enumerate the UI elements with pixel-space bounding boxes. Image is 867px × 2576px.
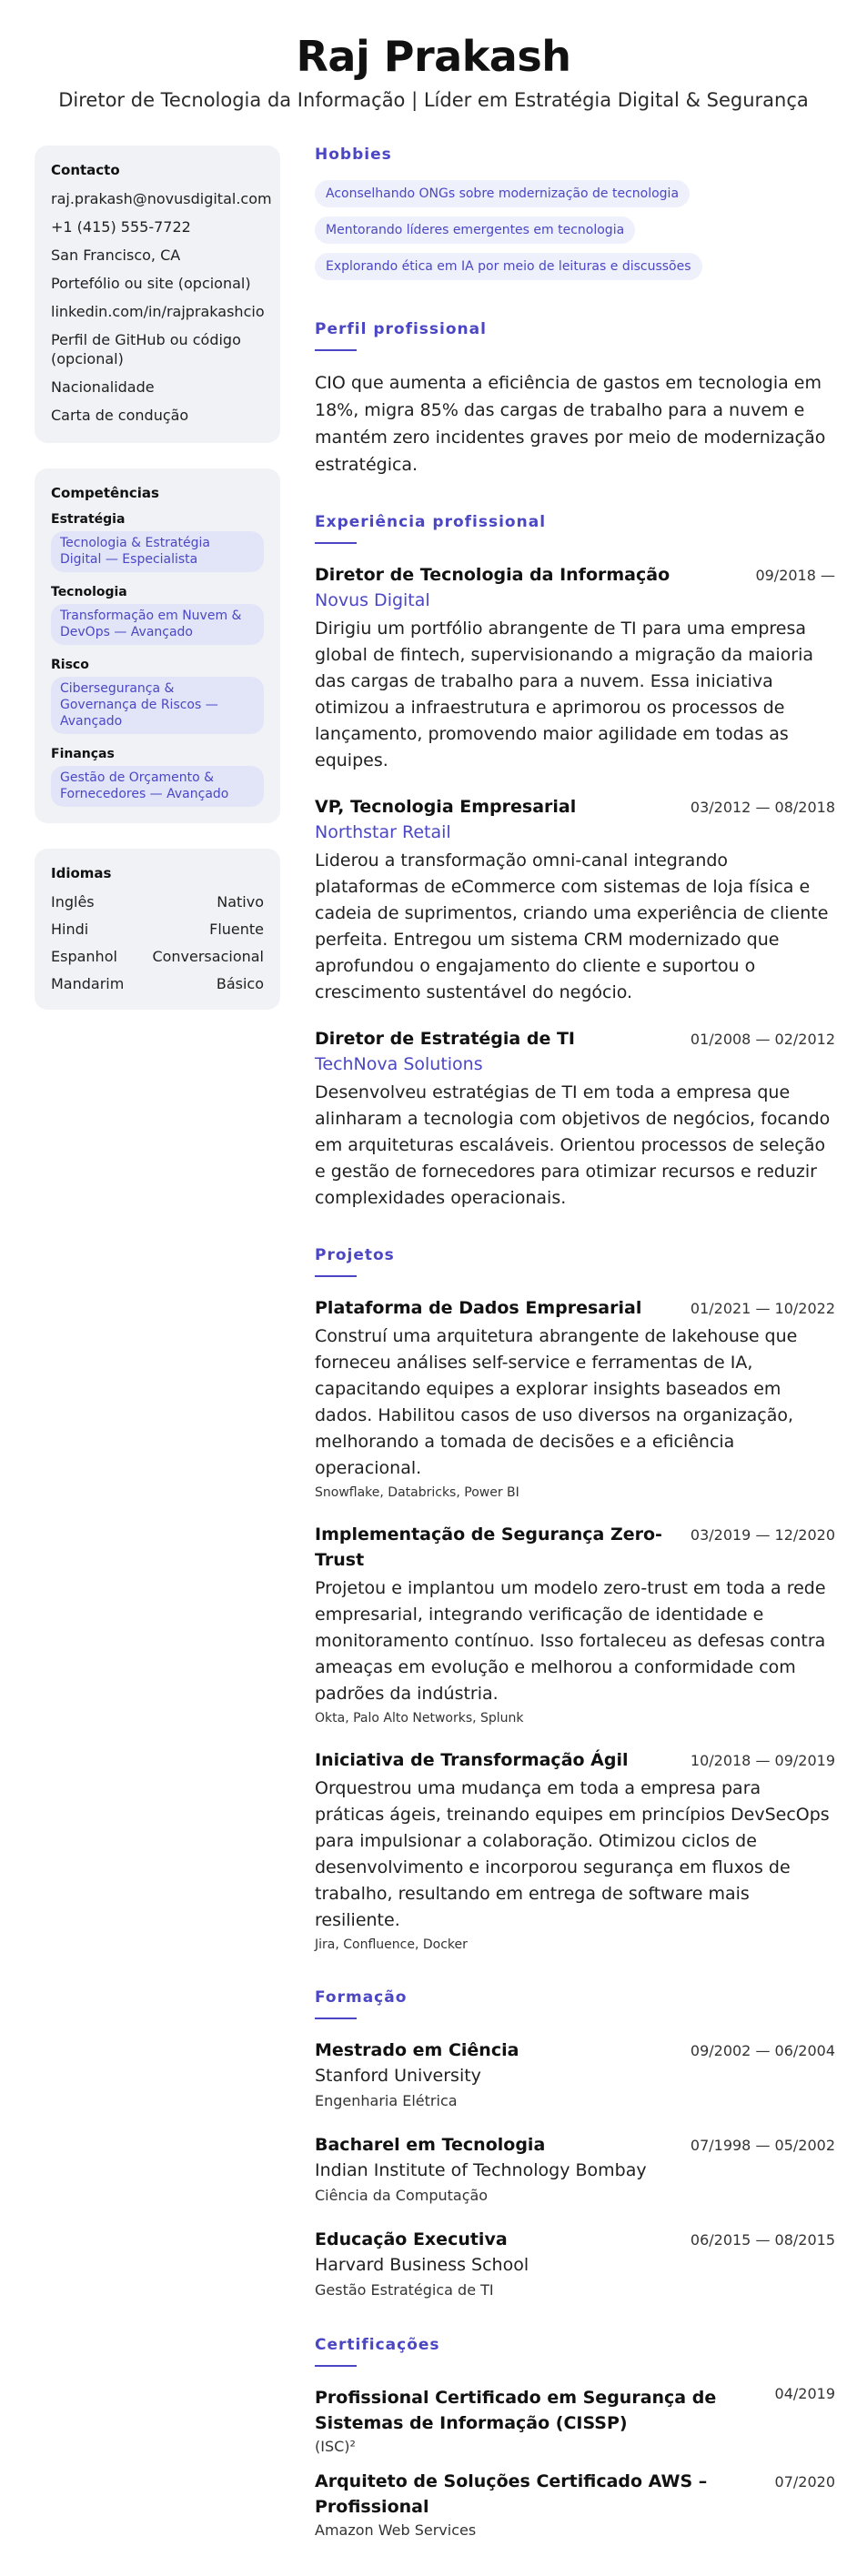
project-dates: 10/2018 — 09/2019 [690,1752,835,1769]
education-dates: 09/2002 — 06/2004 [690,2042,835,2059]
job-dates: 03/2012 — 08/2018 [690,799,835,816]
project-entry [315,1522,835,1727]
project-description: Construí uma arquitetura abrangente de lakehouse que forneceu análises self-service e ferramentas de IA, capacitando equipes a explorar insights baseados em dados. Habilitou casos de uso diversos na organização, melhorando a tomada de decisões e a eficiência operacional. [315,1326,798,1478]
certification-date: 04/2019 [774,2385,835,2402]
contact-title: Contacto [51,162,120,178]
language-level: Conversacional [152,948,264,965]
resume-header [0,0,867,113]
job-dates: 01/2008 — 02/2012 [690,1031,835,1048]
main-content [315,146,835,2576]
degree-name: Mestrado em Ciência [315,2040,519,2060]
section-title: Formação [315,1988,408,2007]
skill-group [51,585,264,645]
section-divider [315,2018,357,2019]
skill-group [51,512,264,572]
skill-category: Finanças [51,747,115,761]
language-level: Básico [216,975,264,992]
skill-pill: Tecnologia & Estratégia Digital — Especialista [51,531,264,572]
certification-date: 07/2020 [774,2473,835,2490]
skill-pill: Cibersegurança & Governança de Riscos — Avançado [51,677,264,734]
skill-group [51,747,264,807]
section-divider [315,349,357,351]
experience-section [315,513,835,1212]
profile-section [315,320,835,478]
job-title: VP, Tecnologia Empresarial [315,797,577,817]
section-divider [315,542,357,544]
candidate-headline: Diretor de Tecnologia da Informação | Líder em Estratégia Digital & Segurança [58,89,809,111]
language-name: Inglês [51,893,95,911]
company-name: TechNova Solutions [315,1054,483,1074]
project-tools: Okta, Palo Alto Networks, Splunk [315,1711,524,1726]
language-name: Espanhol [51,948,117,965]
school-name: Indian Institute of Technology Bombay [315,2160,647,2180]
skill-category: Risco [51,658,89,672]
education-entry [315,2227,835,2301]
project-description: Orquestrou uma mudança em toda a empresa para práticas ágeis, treinando equipes em princípios DevSecOps para impulsionar a colaboração. Otimizou ciclos de desenvolvimento e incorporou segurança em fluxos de trabalho, resultando em entrega de software mais resiliente. [315,1778,830,1930]
skills-title: Competências [51,485,159,501]
section-divider [315,1275,357,1277]
contact-phone[interactable]: +1 (415) 555-7722 [51,218,191,236]
section-title: Experiência profissional [315,513,547,531]
skills-card [35,468,280,823]
project-dates: 03/2019 — 12/2020 [690,1526,835,1544]
project-entry [315,1747,835,1954]
section-title: Hobbies [315,146,392,164]
candidate-name: Raj Prakash [296,32,571,81]
contact-linkedin[interactable]: linkedin.com/in/rajprakashcio [51,303,265,320]
project-entry [315,1295,835,1502]
certification-name: Arquiteto de Soluções Certificado AWS – Profissional [315,2471,708,2517]
language-row [51,974,264,993]
degree-name: Bacharel em Tecnologia [315,2135,546,2155]
job-title: Diretor de Tecnologia da Informação [315,565,670,585]
projects-section [315,1246,835,1954]
languages-title: Idiomas [51,865,112,881]
profile-summary: CIO que aumenta a eficiência de gastos em tecnologia em 18%, migra 85% das cargas de trabalho para a nuvem e mantém zero incidentes graves por meio de modernização estratégica. [315,373,826,475]
education-dates: 06/2015 — 08/2015 [690,2231,835,2249]
degree-name: Educação Executiva [315,2229,508,2249]
certification-name: Profissional Certificado em Segurança de Sistemas de Informação (CISSP) [315,2388,717,2433]
hobbies-section [315,146,835,289]
contact-card [35,146,280,443]
contact-nationality: Nacionalidade [51,378,155,396]
project-tools: Jira, Confluence, Docker [315,1937,468,1952]
language-level: Fluente [209,921,264,938]
hobby-pill: Mentorando líderes emergentes em tecnologia [315,216,635,244]
skill-category: Tecnologia [51,585,127,599]
language-row [51,920,264,939]
experience-entry [315,794,835,1006]
skill-pill: Gestão de Orçamento & Fornecedores — Avançado [51,766,264,807]
contact-github[interactable]: Perfil de GitHub ou código (opcional) [51,331,241,367]
project-description: Projetou e implantou um modelo zero-trust em toda a rede empresarial, integrando verificação de identidade e monitoramento contínuo. Isso fortaleceu as defesas contra ameaças em evolução e melhorou a conformidade com padrões da indústria. [315,1578,826,1704]
certification-entry [315,2385,835,2458]
languages-card [35,849,280,1010]
company-name: Northstar Retail [315,822,451,842]
experience-entry [315,562,835,774]
section-title: Certificações [315,2336,440,2354]
section-divider [315,2365,357,2367]
contact-location: San Francisco, CA [51,247,181,264]
certification-issuer: Amazon Web Services [315,2521,477,2539]
field-of-study: Gestão Estratégica de TI [315,2281,494,2299]
skill-category: Estratégia [51,512,126,527]
job-description: Dirigiu um portfólio abrangente de TI para uma empresa global de fintech, supervisionando a migração da maioria das cargas de trabalho para a nuvem. Essa iniciativa otimizou a infraestrutura e aprimorou os processos de lançamento, promovendo maior agilidade em todas as equipes. [315,619,814,770]
job-title: Diretor de Estratégia de TI [315,1029,575,1049]
education-entry [315,2132,835,2207]
hobby-pill: Explorando ética em IA por meio de leituras e discussões [315,253,702,280]
certification-issuer: (ISC)² [315,2438,356,2455]
language-name: Mandarim [51,975,125,992]
job-description: Liderou a transformação omni-canal integrando plataformas de eCommerce com sistemas de loja física e cadeia de suprimentos, criando uma experiência de cliente perfeita. Entregou um sistema CRM modernizado que aprofundou o engajamento do cliente e suportou o crescimento sustentável do negócio. [315,850,829,1002]
project-tools: Snowflake, Databricks, Power BI [315,1485,519,1500]
experience-entry [315,1026,835,1212]
project-dates: 01/2021 — 10/2022 [690,1300,835,1317]
company-name: Novus Digital [315,590,430,610]
job-description: Desenvolveu estratégias de TI em toda a empresa que alinharam a tecnologia com objetivos de negócios, focando em arquiteturas escaláveis. Orientou processos de seleção e gestão de fornecedores para otimizar recursos e reduzir complexidades operacionais. [315,1082,831,1208]
language-name: Hindi [51,921,89,938]
certifications-section [315,2336,835,2541]
education-entry [315,2038,835,2112]
project-name: Implementação de Segurança Zero-Trust [315,1524,662,1570]
contact-driving-license: Carta de condução [51,407,189,424]
field-of-study: Engenharia Elétrica [315,2092,458,2109]
contact-portfolio[interactable]: Portefólio ou site (opcional) [51,275,251,292]
section-title: Perfil profissional [315,320,487,338]
certification-entry [315,2469,835,2541]
language-level: Nativo [217,893,264,911]
project-name: Iniciativa de Transformação Ágil [315,1750,629,1770]
project-name: Plataforma de Dados Empresarial [315,1298,642,1318]
language-row [51,892,264,911]
field-of-study: Ciência da Computação [315,2187,489,2204]
school-name: Stanford University [315,2066,481,2086]
skill-group [51,658,264,734]
sidebar [35,146,280,1035]
education-section [315,1988,835,2301]
language-row [51,947,264,966]
skill-pill: Transformação em Nuvem & DevOps — Avançado [51,604,264,645]
hobby-pill: Aconselhando ONGs sobre modernização de tecnologia [315,180,690,207]
contact-email[interactable]: raj.prakash@novusdigital.com [51,190,272,207]
school-name: Harvard Business School [315,2255,529,2275]
section-title: Projetos [315,1246,395,1264]
education-dates: 07/1998 — 05/2002 [690,2137,835,2154]
job-dates: 09/2018 — [755,567,835,584]
